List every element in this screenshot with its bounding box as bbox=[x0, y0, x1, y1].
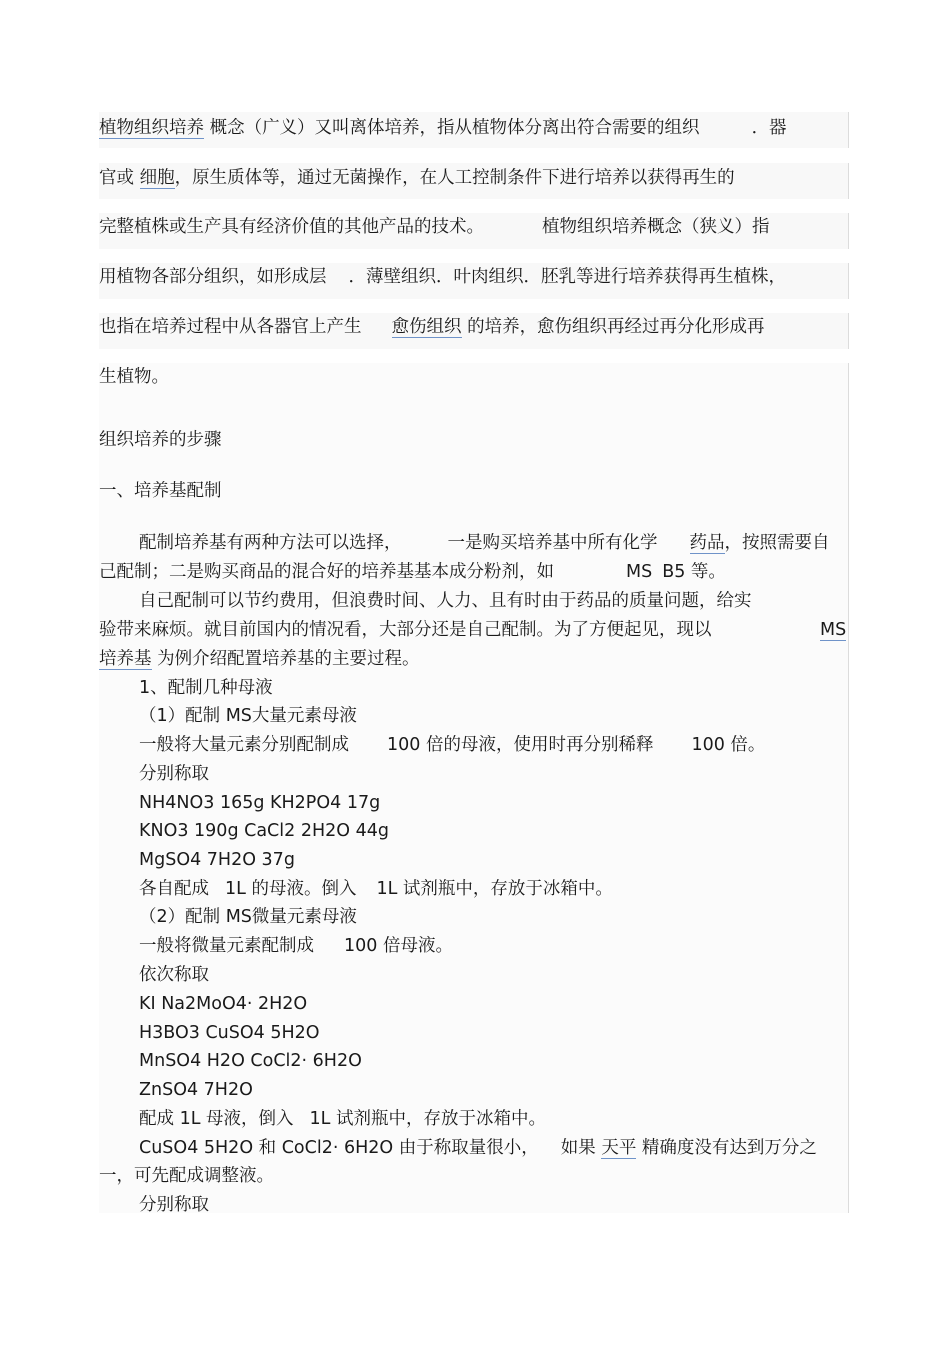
term-link[interactable]: 天平 bbox=[601, 1138, 637, 1158]
term-link[interactable]: 培养基 bbox=[99, 649, 152, 669]
s1b-weigh: 依次称取 bbox=[139, 965, 209, 985]
reagent-row: MgSO4 7H2O 37g bbox=[139, 850, 295, 870]
p1-line6: 生植物。 bbox=[99, 367, 169, 387]
term-link[interactable]: 细胞 bbox=[139, 168, 175, 188]
s1a-weigh: 分别称取 bbox=[139, 764, 209, 784]
p1-line5: 也指在培养过程中从各器官上产生 愈伤组织 的培养，愈伤组织再经过再分化形成再 bbox=[99, 317, 765, 337]
p2-line2: 己配制；二是购买商品的混合好的培养基基本成分粉剂，如 MS B5 等。 bbox=[99, 562, 726, 582]
section-heading: 组织培养的步骤 bbox=[99, 430, 222, 450]
s1b-weigh2: 分别称取 bbox=[139, 1195, 209, 1215]
reagent-row: ZnSO4 7H2O bbox=[139, 1080, 253, 1100]
s1b-note-line2: 一，可先配成调整液。 bbox=[99, 1166, 274, 1186]
s1b-note: CuSO4 5H2O 和 CoCl2· 6H2O 由于称取量很小， 如果 天平 精确度没有达到万分之 bbox=[139, 1138, 817, 1158]
reagent-row: H3BO3 CuSO4 5H2O bbox=[139, 1023, 320, 1043]
section-heading: 一、培养基配制 bbox=[99, 481, 222, 501]
p1-line1: 植物组织培养 概念（广义）又叫离体培养，指从植物体分离出符合需要的组织 ．器 bbox=[99, 118, 787, 138]
p2-line1: 配制培养基有两种方法可以选择， 一是购买培养基中所有化学 药品，按照需要自 bbox=[139, 533, 830, 553]
reagent-row: KNO3 190g CaCl2 2H2O 44g bbox=[139, 821, 389, 841]
s1b-desc: 一般将微量元素配制成 100 倍母液。 bbox=[139, 936, 453, 956]
subsection-heading: 1、配制几种母液 bbox=[139, 678, 273, 698]
subsection-title: （1）配制 MS大量元素母液 bbox=[139, 706, 357, 726]
ms-link[interactable]: MS bbox=[820, 620, 847, 640]
reagent-row: NH4NO3 165g KH2PO4 17g bbox=[139, 793, 381, 813]
subsection-title: （2）配制 MS微量元素母液 bbox=[139, 907, 357, 927]
term-link[interactable]: 植物组织培养 bbox=[99, 118, 204, 138]
reagent-row: KI Na2MoO4· 2H2O bbox=[139, 994, 308, 1014]
s1b-prep: 配成 1L 母液，倒入 1L 试剂瓶中，存放于冰箱中。 bbox=[139, 1109, 546, 1129]
p1-line3: 完整植株或生产具有经济价值的其他产品的技术。 植物组织培养概念（狭义）指 bbox=[99, 217, 770, 237]
s1a-desc: 一般将大量元素分别配制成 100 倍的母液，使用时再分别稀释 100 倍。 bbox=[139, 735, 766, 755]
s1a-prep: 各自配成 1L 的母液。倒入 1L 试剂瓶中，存放于冰箱中。 bbox=[139, 879, 613, 899]
reagent-row: MnSO4 H2O CoCl2· 6H2O bbox=[139, 1051, 362, 1071]
p1-line2: 官或 细胞，原生质体等，通过无菌操作，在人工控制条件下进行培养以获得再生的 bbox=[99, 168, 735, 188]
p3-line3: 培养基 为例介绍配置培养基的主要过程。 bbox=[99, 649, 420, 669]
p3-line1: 自己配制可以节约费用，但浪费时间、人力、且有时由于药品的质量问题，给实 bbox=[139, 591, 752, 611]
term-link[interactable]: 药品 bbox=[689, 533, 725, 553]
p3-line2: 验带来麻烦。就目前国内的情况看，大部分还是自己配制。为了方便起见，现以 bbox=[99, 620, 712, 640]
p1-line4: 用植物各部分组织，如形成层 ．薄壁组织．叶肉组织．胚乳等进行培养获得再生植株， bbox=[99, 267, 786, 287]
term-link[interactable]: 愈伤组织 bbox=[391, 317, 462, 337]
